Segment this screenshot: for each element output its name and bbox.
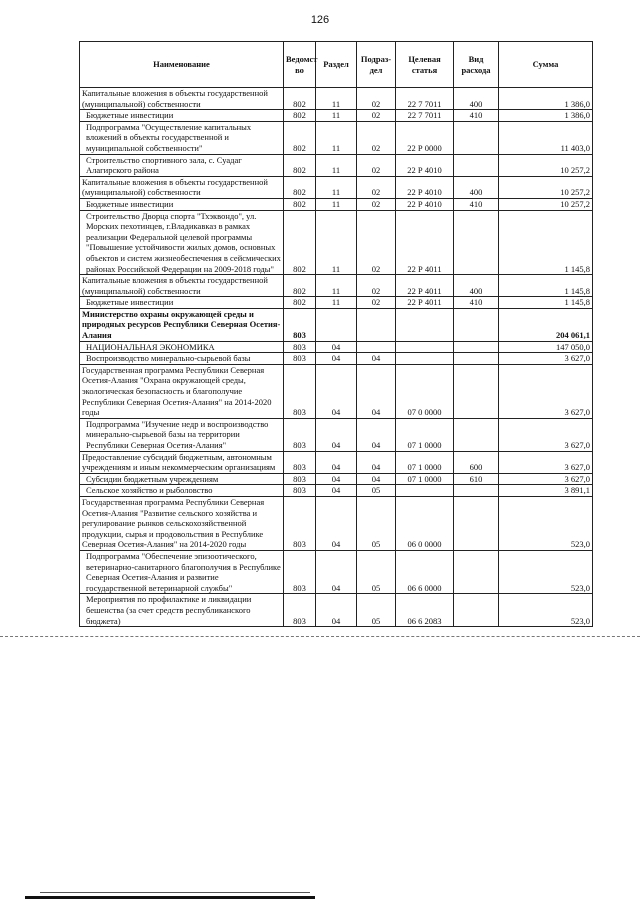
cell-podrazdel [357, 154, 396, 176]
cell-razdel-text: 04 [331, 462, 341, 473]
cell-statya [396, 121, 454, 154]
cell-razdel [316, 496, 357, 550]
cell-name [80, 176, 284, 198]
cell-podrazdel [357, 308, 396, 341]
cell-vid-text: 410 [469, 198, 483, 209]
cell-name-text: Строительство спортивного зала, с. Суадаг Алагирского района [86, 154, 242, 176]
cell-summa-text: 523,0 [570, 539, 590, 550]
cell-ved [284, 341, 316, 353]
cell-name [80, 210, 284, 275]
cell-podrazdel-text: 02 [371, 110, 381, 121]
cell-summa [499, 88, 593, 110]
cell-ved [284, 496, 316, 550]
scan-artifact-line [0, 636, 640, 637]
cell-name-text: Подпрограмма "Изучение недр и воспроизводство минерально-сырьевой базы на территории Республики Северная Осетия-Алания" [86, 418, 269, 450]
cell-razdel-text: 04 [331, 615, 341, 626]
cell-name [80, 496, 284, 550]
cell-vid-text: 610 [469, 473, 483, 484]
cell-ved-text: 802 [293, 297, 306, 308]
cell-vid [454, 550, 499, 593]
cell-statya [396, 418, 454, 451]
cell-podrazdel [357, 550, 396, 593]
table-row [80, 485, 593, 497]
cell-razdel [316, 594, 357, 627]
cell-name [80, 594, 284, 627]
cell-razdel-text: 04 [331, 473, 341, 484]
table-row [80, 198, 593, 210]
cell-statya [396, 308, 454, 341]
cell-podrazdel-text: 04 [371, 440, 381, 450]
cell-ved [284, 154, 316, 176]
cell-name [80, 473, 284, 485]
cell-statya-text: 06 0 0000 [407, 539, 442, 550]
cell-summa [499, 364, 593, 418]
cell-ved [284, 451, 316, 473]
cell-ved-text: 802 [293, 165, 306, 176]
cell-razdel [316, 110, 357, 122]
footer-line [40, 892, 310, 893]
cell-name [80, 198, 284, 210]
cell-name-text: Субсидии бюджетным учреждениям [86, 473, 219, 484]
cell-podrazdel-text: 02 [371, 297, 381, 308]
table-header-row [80, 42, 593, 88]
cell-name-text: НАЦИОНАЛЬНАЯ ЭКОНОМИКА [86, 341, 215, 352]
cell-podrazdel-text: 04 [371, 353, 381, 364]
cell-name-text: Сельское хозяйство и рыболовство [86, 485, 213, 496]
cell-ved [284, 121, 316, 154]
cell-vid [454, 473, 499, 485]
cell-vid [454, 485, 499, 497]
cell-summa [499, 154, 593, 176]
cell-razdel [316, 275, 357, 297]
cell-summa-text: 3 891,1 [564, 485, 590, 496]
cell-ved [284, 308, 316, 341]
cell-summa-text: 10 257,2 [560, 198, 590, 209]
cell-name [80, 121, 284, 154]
cell-statya-text: 07 1 0000 [407, 473, 442, 484]
cell-summa-text: 523,0 [570, 582, 590, 593]
cell-razdel [316, 341, 357, 353]
cell-ved-text: 803 [293, 330, 306, 341]
cell-podrazdel-text: 04 [371, 407, 381, 418]
cell-ved [284, 353, 316, 365]
cell-statya-text: 22 Р 4011 [407, 285, 442, 296]
cell-summa-text: 1 386,0 [564, 98, 590, 109]
cell-razdel-text: 11 [331, 285, 341, 296]
cell-podrazdel-text: 02 [371, 198, 381, 209]
header-ved: Ведомст во [284, 42, 316, 88]
cell-summa-text: 1 145,8 [564, 285, 590, 296]
cell-ved-text: 803 [293, 539, 306, 550]
cell-name-text: Подпрограмма "Обеспечение эпизоотического, ветеринарно-санитарного благополучия в Республике Северная Осетия-Алания и развитие государственной ветеринарной службы" [86, 550, 281, 593]
cell-razdel [316, 198, 357, 210]
cell-name-text: Мероприятия по профилактике и ликвидации бешенства (за счет средств республиканского бюджета) [86, 594, 252, 626]
cell-name-text: Капитальные вложения в объекты государственной (муниципальной) собственности [82, 88, 268, 109]
cell-summa [499, 594, 593, 627]
cell-vid [454, 297, 499, 309]
cell-vid [454, 418, 499, 451]
cell-name [80, 364, 284, 418]
cell-podrazdel-text: 02 [371, 165, 381, 176]
cell-vid [454, 110, 499, 122]
cell-vid-text: 410 [469, 110, 483, 121]
budget-table [79, 41, 593, 627]
cell-razdel-text: 11 [331, 98, 341, 109]
table-row [80, 451, 593, 473]
cell-statya [396, 550, 454, 593]
cell-podrazdel [357, 341, 396, 353]
cell-ved-text: 802 [293, 110, 306, 121]
cell-statya [396, 275, 454, 297]
cell-razdel [316, 485, 357, 497]
cell-razdel-text: 04 [331, 582, 341, 593]
table-row [80, 341, 593, 353]
cell-statya [396, 297, 454, 309]
cell-summa [499, 210, 593, 275]
cell-summa-text: 10 257,2 [560, 187, 590, 198]
cell-statya-text: 22 Р 4010 [407, 198, 442, 209]
cell-podrazdel-text: 02 [371, 187, 381, 198]
cell-ved-text: 802 [293, 285, 306, 296]
cell-vid [454, 308, 499, 341]
cell-summa-text: 1 145,8 [564, 263, 590, 274]
cell-razdel [316, 473, 357, 485]
cell-razdel-text: 04 [331, 485, 341, 496]
cell-ved [284, 550, 316, 593]
cell-statya-text: 22 Р 4010 [407, 165, 442, 176]
table-row [80, 176, 593, 198]
cell-statya-text: 22 Р 0000 [407, 142, 442, 153]
cell-ved [284, 297, 316, 309]
cell-vid [454, 210, 499, 275]
table-row [80, 297, 593, 309]
cell-ved-text: 803 [293, 341, 306, 352]
cell-razdel-text: 11 [331, 142, 341, 153]
cell-summa-text: 3 627,0 [564, 440, 590, 450]
cell-ved [284, 110, 316, 122]
cell-ved [284, 198, 316, 210]
table-row [80, 418, 593, 451]
cell-ved [284, 275, 316, 297]
cell-name-text: Строительство Дворца спорта "Тхэквондо", ул. Морских пехотинцев, г.Владикавказ в рамках реализации Федеральной целевой программы "Повышение устойчивости жилых домов, основных объектов и систем жизнеобеспечения в сейсмических районах Российской Федерации на 2009-2018 годы" [86, 210, 281, 274]
cell-vid [454, 176, 499, 198]
table-row [80, 473, 593, 485]
cell-statya-text: 07 1 0000 [407, 462, 442, 473]
cell-summa [499, 341, 593, 353]
cell-podrazdel [357, 121, 396, 154]
cell-ved-text: 802 [293, 187, 306, 198]
cell-podrazdel [357, 176, 396, 198]
cell-ved [284, 418, 316, 451]
cell-vid [454, 275, 499, 297]
cell-name [80, 110, 284, 122]
cell-vid-text: 410 [469, 297, 483, 308]
cell-statya [396, 594, 454, 627]
cell-statya-text: 07 0 0000 [407, 407, 442, 418]
cell-statya [396, 364, 454, 418]
table-row [80, 154, 593, 176]
header-razdel: Раздел [316, 42, 357, 88]
cell-razdel [316, 550, 357, 593]
cell-vid-text: 600 [469, 462, 483, 473]
cell-statya [396, 154, 454, 176]
cell-statya [396, 176, 454, 198]
cell-summa [499, 418, 593, 451]
cell-name-text: Государственная программа Республики Северная Осетия-Алания "Охрана окружающей среды, экологическая безопасность и благополучие Республики Северная Осетия-Алания" на 2014-2020 годы [82, 364, 272, 418]
cell-podrazdel-text: 02 [371, 142, 381, 153]
cell-vid [454, 451, 499, 473]
header-name: Наименование [80, 42, 284, 88]
cell-razdel [316, 353, 357, 365]
cell-name-text: Государственная программа Республики Северная Осетия-Алания "Развитие сельского хозяйства и регулирование рынков сельскохозяйственной продукции, сырья и продовольствия в Республике Северная Осетия-Алания" на 2014-2020 годы [82, 496, 265, 550]
cell-statya [396, 485, 454, 497]
cell-ved-text: 802 [293, 263, 306, 274]
cell-razdel-text: 11 [331, 187, 341, 198]
cell-statya-text: 22 7 7011 [407, 98, 442, 109]
cell-podrazdel [357, 364, 396, 418]
cell-ved [284, 210, 316, 275]
cell-vid-text: 400 [469, 285, 483, 296]
header-vid: Вид расхода [454, 42, 499, 88]
cell-summa [499, 198, 593, 210]
cell-podrazdel-text: 05 [371, 485, 381, 496]
cell-vid [454, 364, 499, 418]
cell-statya-text: 22 Р 4011 [407, 297, 442, 308]
table-row [80, 496, 593, 550]
cell-name-text: Капитальные вложения в объекты государственной (муниципальной) собственности [82, 176, 268, 198]
cell-razdel-text: 11 [331, 263, 341, 274]
cell-summa-text: 3 627,0 [564, 462, 590, 473]
cell-podrazdel-text: 02 [371, 285, 381, 296]
table-row [80, 594, 593, 627]
cell-statya-text: 07 1 0000 [407, 440, 442, 450]
cell-name [80, 550, 284, 593]
cell-statya [396, 353, 454, 365]
cell-summa [499, 353, 593, 365]
cell-ved [284, 594, 316, 627]
cell-podrazdel [357, 198, 396, 210]
cell-podrazdel-text: 04 [371, 473, 381, 484]
cell-vid [454, 594, 499, 627]
cell-vid [454, 496, 499, 550]
cell-summa-text: 3 627,0 [564, 473, 590, 484]
cell-name-text: Капитальные вложения в объекты государственной (муниципальной) собственности [82, 275, 268, 296]
cell-summa [499, 275, 593, 297]
cell-podrazdel [357, 297, 396, 309]
cell-razdel-text: 11 [331, 198, 341, 209]
cell-razdel [316, 121, 357, 154]
cell-vid [454, 353, 499, 365]
cell-ved [284, 88, 316, 110]
cell-razdel-text: 04 [331, 341, 341, 352]
cell-podrazdel [357, 110, 396, 122]
table-row [80, 275, 593, 297]
cell-ved-text: 802 [293, 198, 306, 209]
cell-podrazdel-text: 05 [371, 539, 381, 550]
cell-ved [284, 473, 316, 485]
cell-summa [499, 110, 593, 122]
cell-podrazdel-text: 02 [371, 263, 381, 274]
cell-statya [396, 341, 454, 353]
cell-ved [284, 485, 316, 497]
cell-name-text: Бюджетные инвестиции [86, 110, 174, 121]
cell-razdel-text: 11 [331, 165, 341, 176]
cell-podrazdel [357, 473, 396, 485]
cell-razdel [316, 451, 357, 473]
cell-podrazdel [357, 496, 396, 550]
cell-podrazdel [357, 451, 396, 473]
cell-statya [396, 473, 454, 485]
cell-summa-text: 147 050,0 [556, 341, 590, 352]
cell-razdel-text: 11 [331, 297, 341, 308]
cell-vid [454, 88, 499, 110]
cell-razdel [316, 88, 357, 110]
cell-name [80, 341, 284, 353]
cell-podrazdel [357, 594, 396, 627]
cell-name-text: Бюджетные инвестиции [86, 198, 174, 209]
cell-ved-text: 802 [293, 98, 306, 109]
cell-statya-text: 22 Р 4010 [407, 187, 442, 198]
cell-summa [499, 121, 593, 154]
cell-summa [499, 297, 593, 309]
cell-summa [499, 308, 593, 341]
cell-statya-text: 06 6 0000 [407, 582, 442, 593]
cell-name [80, 451, 284, 473]
cell-vid-text: 400 [469, 98, 483, 109]
cell-summa-text: 3 627,0 [564, 407, 590, 418]
cell-vid [454, 341, 499, 353]
cell-ved-text: 803 [293, 440, 306, 450]
table-row [80, 353, 593, 365]
cell-summa-text: 523,0 [570, 615, 590, 626]
table-row [80, 550, 593, 593]
cell-name [80, 353, 284, 365]
cell-name-text: Бюджетные инвестиции [86, 297, 174, 308]
cell-razdel-text: 04 [331, 539, 341, 550]
cell-razdel [316, 364, 357, 418]
cell-ved-text: 803 [293, 473, 306, 484]
cell-razdel [316, 418, 357, 451]
cell-name [80, 308, 284, 341]
cell-razdel [316, 176, 357, 198]
table-row [80, 308, 593, 341]
cell-summa [499, 485, 593, 497]
cell-razdel [316, 308, 357, 341]
cell-statya-text: 22 Р 4011 [407, 263, 442, 274]
cell-statya-text: 22 7 7011 [407, 110, 442, 121]
cell-summa-text: 1 386,0 [564, 110, 590, 121]
footer-bar [25, 896, 315, 899]
cell-summa-text: 1 145,8 [564, 297, 590, 308]
cell-summa [499, 473, 593, 485]
cell-ved [284, 176, 316, 198]
cell-razdel-text: 11 [331, 110, 341, 121]
cell-vid-text: 400 [469, 187, 483, 198]
cell-podrazdel-text: 02 [371, 98, 381, 109]
cell-summa [499, 496, 593, 550]
cell-name [80, 275, 284, 297]
cell-statya [396, 198, 454, 210]
cell-podrazdel [357, 485, 396, 497]
cell-podrazdel [357, 418, 396, 451]
cell-razdel [316, 210, 357, 275]
cell-name-text: Воспроизводство минерально-сырьевой базы [86, 353, 251, 364]
cell-podrazdel-text: 05 [371, 615, 381, 626]
table-row [80, 210, 593, 275]
cell-statya [396, 496, 454, 550]
cell-vid [454, 121, 499, 154]
table-row [80, 364, 593, 418]
cell-summa-text: 11 403,0 [560, 142, 590, 153]
cell-ved [284, 364, 316, 418]
cell-podrazdel-text: 05 [371, 582, 381, 593]
cell-ved-text: 803 [293, 353, 306, 364]
cell-summa [499, 550, 593, 593]
cell-ved-text: 803 [293, 485, 306, 496]
cell-razdel-text: 04 [331, 407, 341, 418]
cell-name [80, 88, 284, 110]
cell-ved-text: 802 [293, 142, 306, 153]
cell-summa [499, 451, 593, 473]
header-summa: Сумма [499, 42, 593, 88]
header-podrazdel: Подраз- дел [357, 42, 396, 88]
cell-vid [454, 198, 499, 210]
cell-razdel-text: 04 [331, 440, 341, 450]
cell-name-text: Предоставление субсидий бюджетным, автономным учреждениям и иным некоммерческим организациям [82, 451, 276, 473]
cell-statya-text: 06 6 2083 [407, 615, 442, 626]
cell-podrazdel [357, 210, 396, 275]
cell-ved-text: 803 [293, 462, 306, 473]
cell-name [80, 154, 284, 176]
cell-name [80, 485, 284, 497]
cell-statya [396, 110, 454, 122]
cell-summa-text: 10 257,2 [560, 165, 590, 176]
cell-razdel [316, 297, 357, 309]
table-row [80, 110, 593, 122]
cell-statya [396, 88, 454, 110]
cell-podrazdel-text: 04 [371, 462, 381, 473]
cell-name [80, 297, 284, 309]
cell-ved-text: 803 [293, 582, 306, 593]
page-number: 126 [310, 14, 330, 26]
cell-name [80, 418, 284, 451]
cell-podrazdel [357, 88, 396, 110]
cell-razdel [316, 154, 357, 176]
cell-podrazdel [357, 353, 396, 365]
cell-vid [454, 154, 499, 176]
cell-summa-text: 3 627,0 [564, 353, 590, 364]
cell-statya [396, 210, 454, 275]
cell-summa [499, 176, 593, 198]
cell-name-text: Подпрограмма "Осуществление капитальных вложений в объекты государственной и муниципальной собственности" [86, 121, 252, 153]
cell-podrazdel [357, 275, 396, 297]
table-row [80, 88, 593, 110]
table-row [80, 121, 593, 154]
cell-statya [396, 451, 454, 473]
cell-name-text: Министерство охраны окружающей среды и природных ресурсов Республики Северная Осетия-Алания [82, 308, 281, 341]
header-statya: Целевая статья [396, 42, 454, 88]
cell-razdel-text: 04 [331, 353, 341, 364]
cell-ved-text: 803 [293, 407, 306, 418]
cell-ved-text: 803 [293, 615, 306, 626]
cell-summa-text: 204 061,1 [556, 330, 590, 341]
